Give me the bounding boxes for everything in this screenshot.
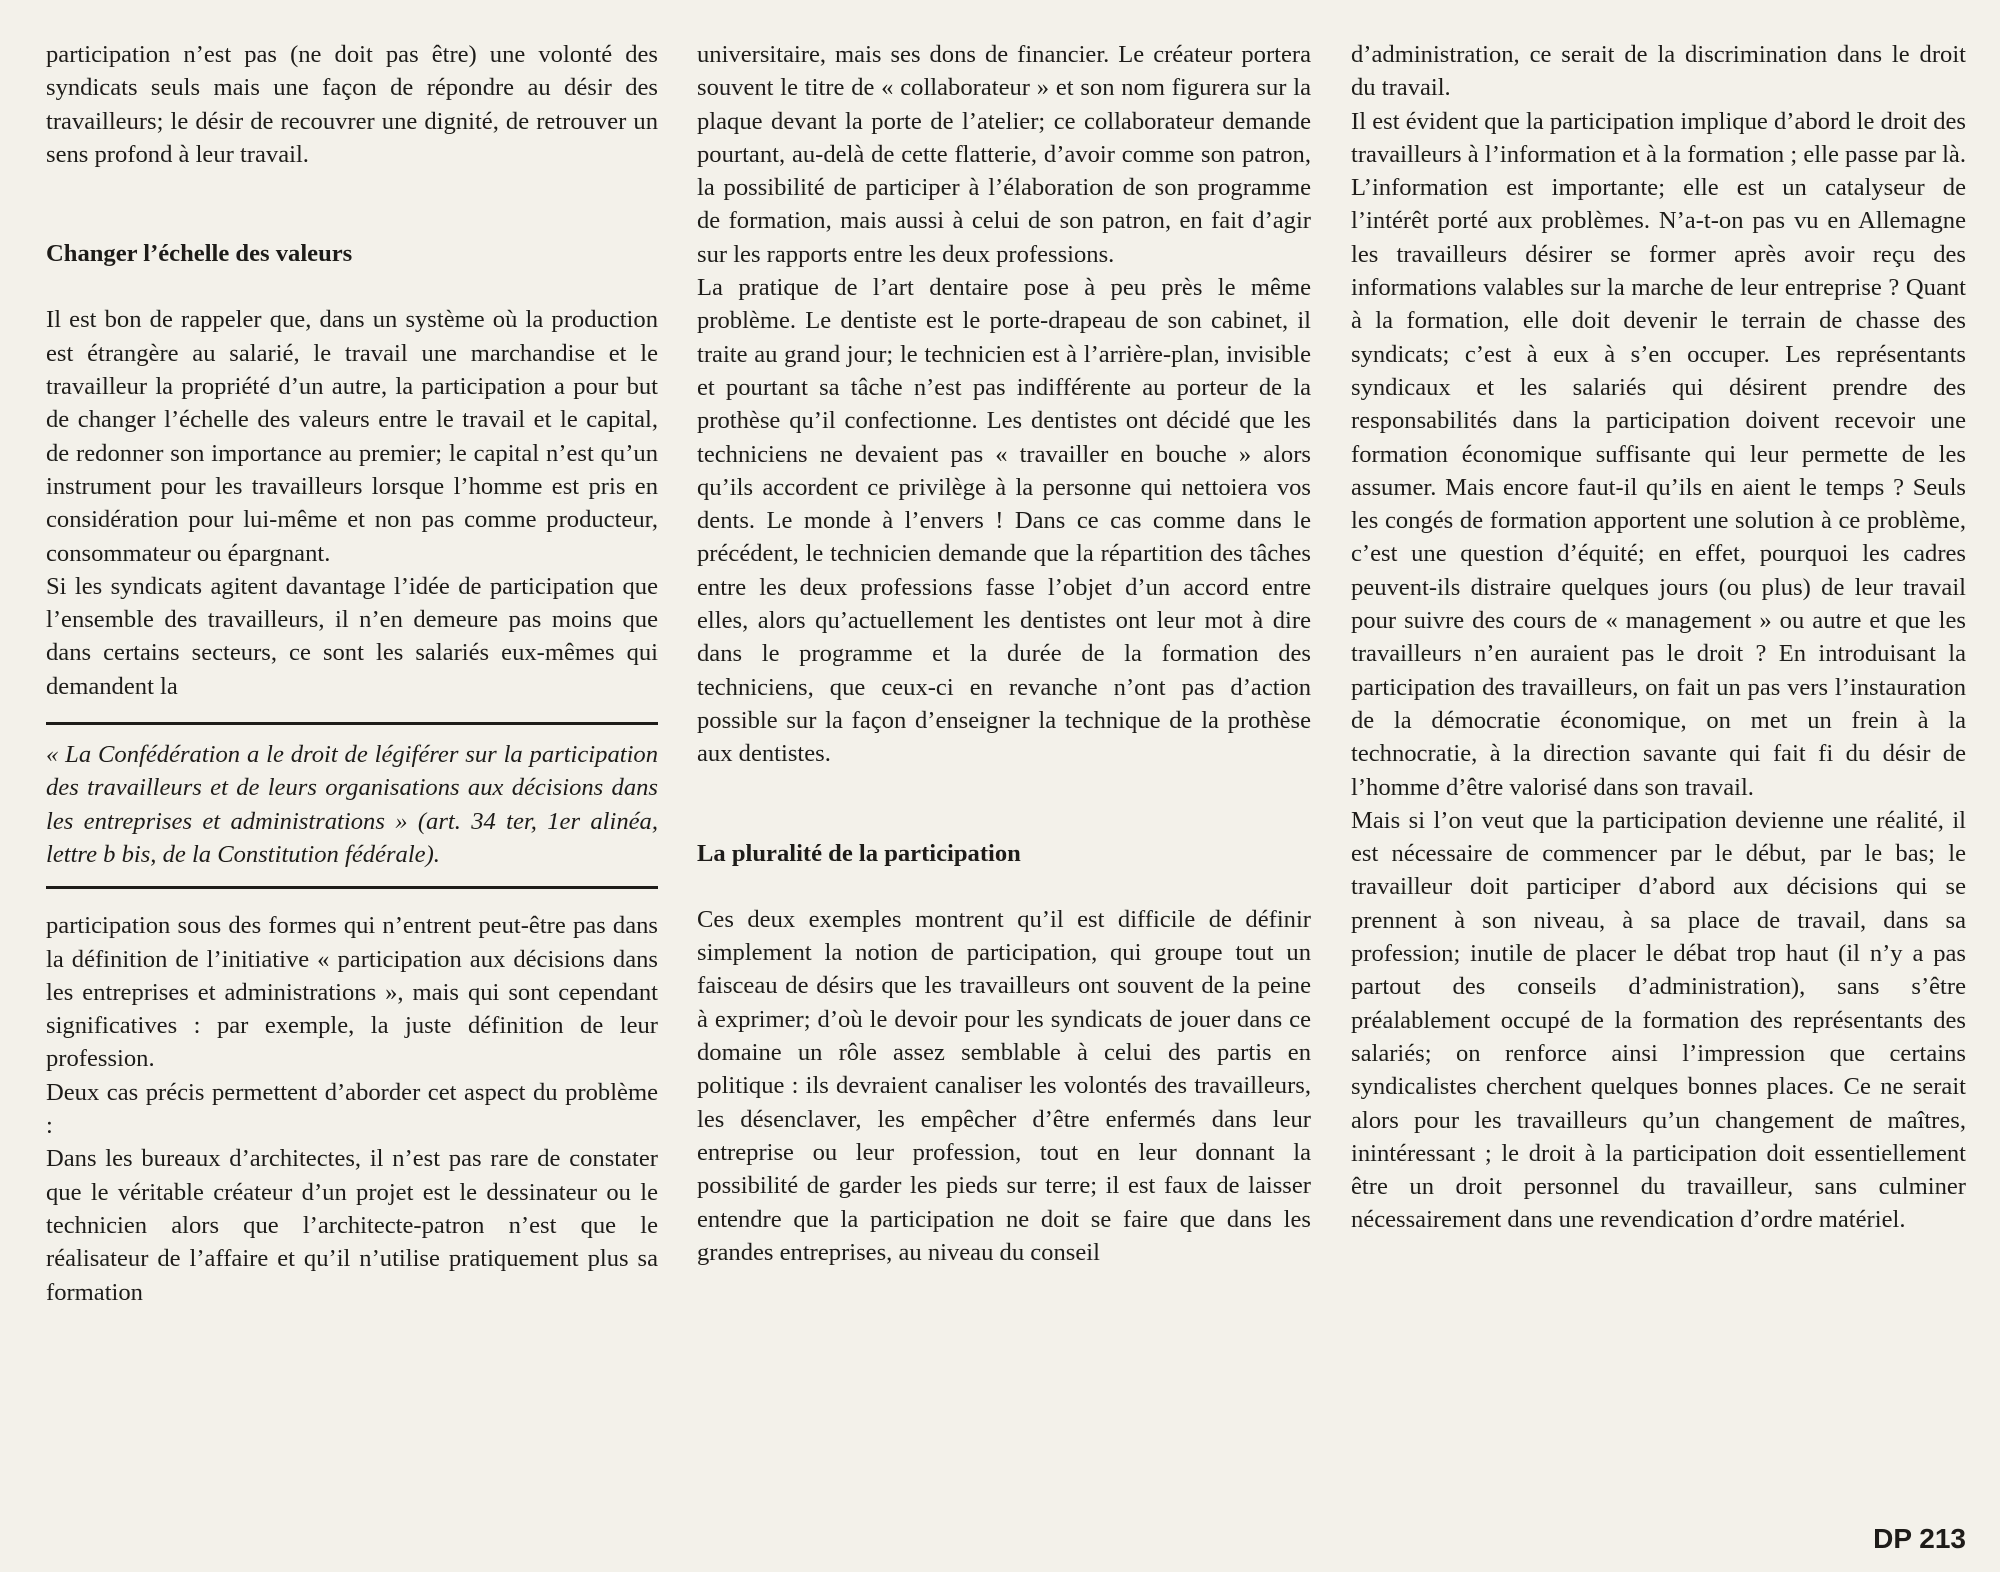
paragraph: Dans les bureaux d’architectes, il n’est pas rare de constater que le véritable créateur d’un projet est le dessinateur ou le technicien alors que l’architecte-patron n’est que le réalisateur de l’affaire et qu’il n’utilise pratiquement plus sa formation bbox=[46, 1145, 658, 1306]
section-heading: Changer l’échelle des valeurs bbox=[46, 240, 353, 268]
paragraph: Si les syndicats agitent davantage l’idée de participation que l’ensemble des travailleurs, il n’en demeure pas moins que dans certains secteurs, ce sont les salariés eux-mêmes qui demandent la bbox=[46, 572, 658, 700]
column-left bbox=[46, 38, 658, 1309]
column-middle bbox=[697, 38, 1311, 1269]
paragraph: La pratique de l’art dentaire pose à peu près le même problème. Le dentiste est le porte-drapeau de son cabinet, il traite au grand jour; le technicien est à l’arrière-plan, invisible et pourtant sa tâche n’est pas indifférente au porteur de la prothèse qu’il confectionne. Les dentistes ont décidé que les techniciens ne devaient pas « travailler en bouche » alors qu’ils accordent ce privilège à la personne qui nettoiera vos dents. Le monde à l’envers ! Dans ce cas comme dans le précédent, le technicien demande que la répartition des tâches entre les deux professions fasse l’objet d’un accord entre elles, alors qu’actuellement les dentistes ont leur mot à dire dans le programme et la durée de la formation des techniciens, que ceux-ci en revanche n’ont pas d’action possible sur la façon d’enseigner la technique de la prothèse aux dentistes. bbox=[697, 274, 1311, 768]
paragraph: Ces deux exemples montrent qu’il est difficile de définir simplement la notion de participation, qui groupe tout un faisceau de désirs que les travailleurs ont souvent de la peine à exprimer; d’où le devoir pour les syndicats de jouer dans ce domaine un rôle assez semblable à celui des partis en politique : ils devraient canaliser les volontés des travailleurs, les désenclaver, les empêcher d’être enfermés dans leur entreprise ou leur profession, tout en leur donnant la possibilité de garder les pieds sur terre; il est faux de laisser entendre que la participation ne doit se faire que dans les grandes entreprises, au niveau du conseil bbox=[697, 905, 1311, 1266]
paragraph: participation n’est pas (ne doit pas être) une volonté des syndicats seuls mais une façon de répondre au désir des travailleurs; le désir de recouvrer une dignité, de retrouver un sens profond à leur travail. bbox=[46, 41, 658, 168]
paragraph: Deux cas précis permettent d’aborder cet aspect du problème : bbox=[46, 1078, 658, 1140]
constitution-quote-box bbox=[46, 722, 658, 889]
paragraph: Mais si l’on veut que la participation devienne une réalité, il est nécessaire de commencer par le début, par le bas; le travailleur doit participer d’abord aux décisions qui se prennent à son niveau, à sa place de travail, dans sa profession; inutile de placer le débat trop haut (il n’y a pas partout des conseils d’administration), sans s’être préalablement occupé de la formation des représentants des salariés; on renforce ainsi l’impression que certains syndicalistes cherchent quelques bonnes places. Ce ne serait alors pour les travailleurs qu’un changement de maîtres, inintéressant ; le droit à la participation doit essentiellement être un droit personnel du travailleur, sans culminer nécessairement dans une revendication d’ordre matériel. bbox=[1351, 806, 1966, 1234]
quote-text: « La Confédération a le droit de légiférer sur la participation des travailleurs et de leurs organisations aux décisions dans les entreprises et administrations » (art. 34 ter, 1er alinéa, lettre b bis, de la Constitution fédérale). bbox=[46, 741, 658, 868]
paragraph: universitaire, mais ses dons de financier. Le créateur portera souvent le titre de « collaborateur » et son nom figurera sur la plaque devant la porte de l’atelier; ce collaborateur demande pourtant, au-delà de cette flatterie, d’avoir comme son patron, la possibilité de participer à l’élaboration de son programme de formation, mais aussi à celui de son patron, en fait d’agir sur les rapports entre les deux professions. bbox=[697, 41, 1311, 268]
column-right bbox=[1351, 38, 1966, 1237]
paragraph: participation sous des formes qui n’entrent peut-être pas dans la définition de l’initiative « participation aux décisions dans les entreprises et administrations », mais qui sont cependant significatives : par exemple, la juste définition de leur profession. bbox=[46, 912, 658, 1073]
paragraph: Il est évident que la participation implique d’abord le droit des travailleurs à l’information et à la formation ; elle passe par là. L’information est importante; elle est un catalyseur de l’intérêt porté aux problèmes. N’a-t-on pas vu en Allemagne les travailleurs désirer se former après avoir reçu des informations valables sur la marche de leur entreprise ? Quant à la formation, elle doit devenir le terrain de chasse des syndicats; c’est à eux à s’en occuper. Les représentants syndicaux et les salariés qui désirent prendre des responsabilités dans la participation doivent recevoir une formation économique suffisante qui leur permette de les assumer. Mais encore faut-il qu’ils en aient le temps ? Seuls les congés de formation apportent une solution à ce problème, c’est une question d’équité; en effet, pourquoi les cadres peuvent-ils distraire quelques jours (ou plus) de leur travail pour suivre des cours de « management » ou autre et que les travailleurs n’en auraient pas le droit ? En introduisant la participation des travailleurs, on fait un pas vers l’instauration de la démocratie économique, on met un frein à la technocratie, à la direction savante qui fait fi du désir de l’homme d’être valorisé dans son travail. bbox=[1351, 107, 1966, 801]
page-number: DP 213 bbox=[1873, 1523, 1966, 1554]
paragraph: Il est bon de rappeler que, dans un système où la production est étrangère au salarié, le travail une marchandise et le travailleur la propriété d’un autre, la participation a pour but de changer l’échelle des valeurs entre le travail et le capital, de redonner son importance au premier; le capital n’est qu’un instrument pour les travailleurs lorsque l’homme est pris en considération pour lui-même et non pas comme producteur, consommateur ou épargnant. bbox=[46, 306, 658, 567]
section-heading: La pluralité de la participation bbox=[697, 839, 1021, 867]
paragraph: d’administration, ce serait de la discrimination dans le droit du travail. bbox=[1351, 41, 1966, 102]
